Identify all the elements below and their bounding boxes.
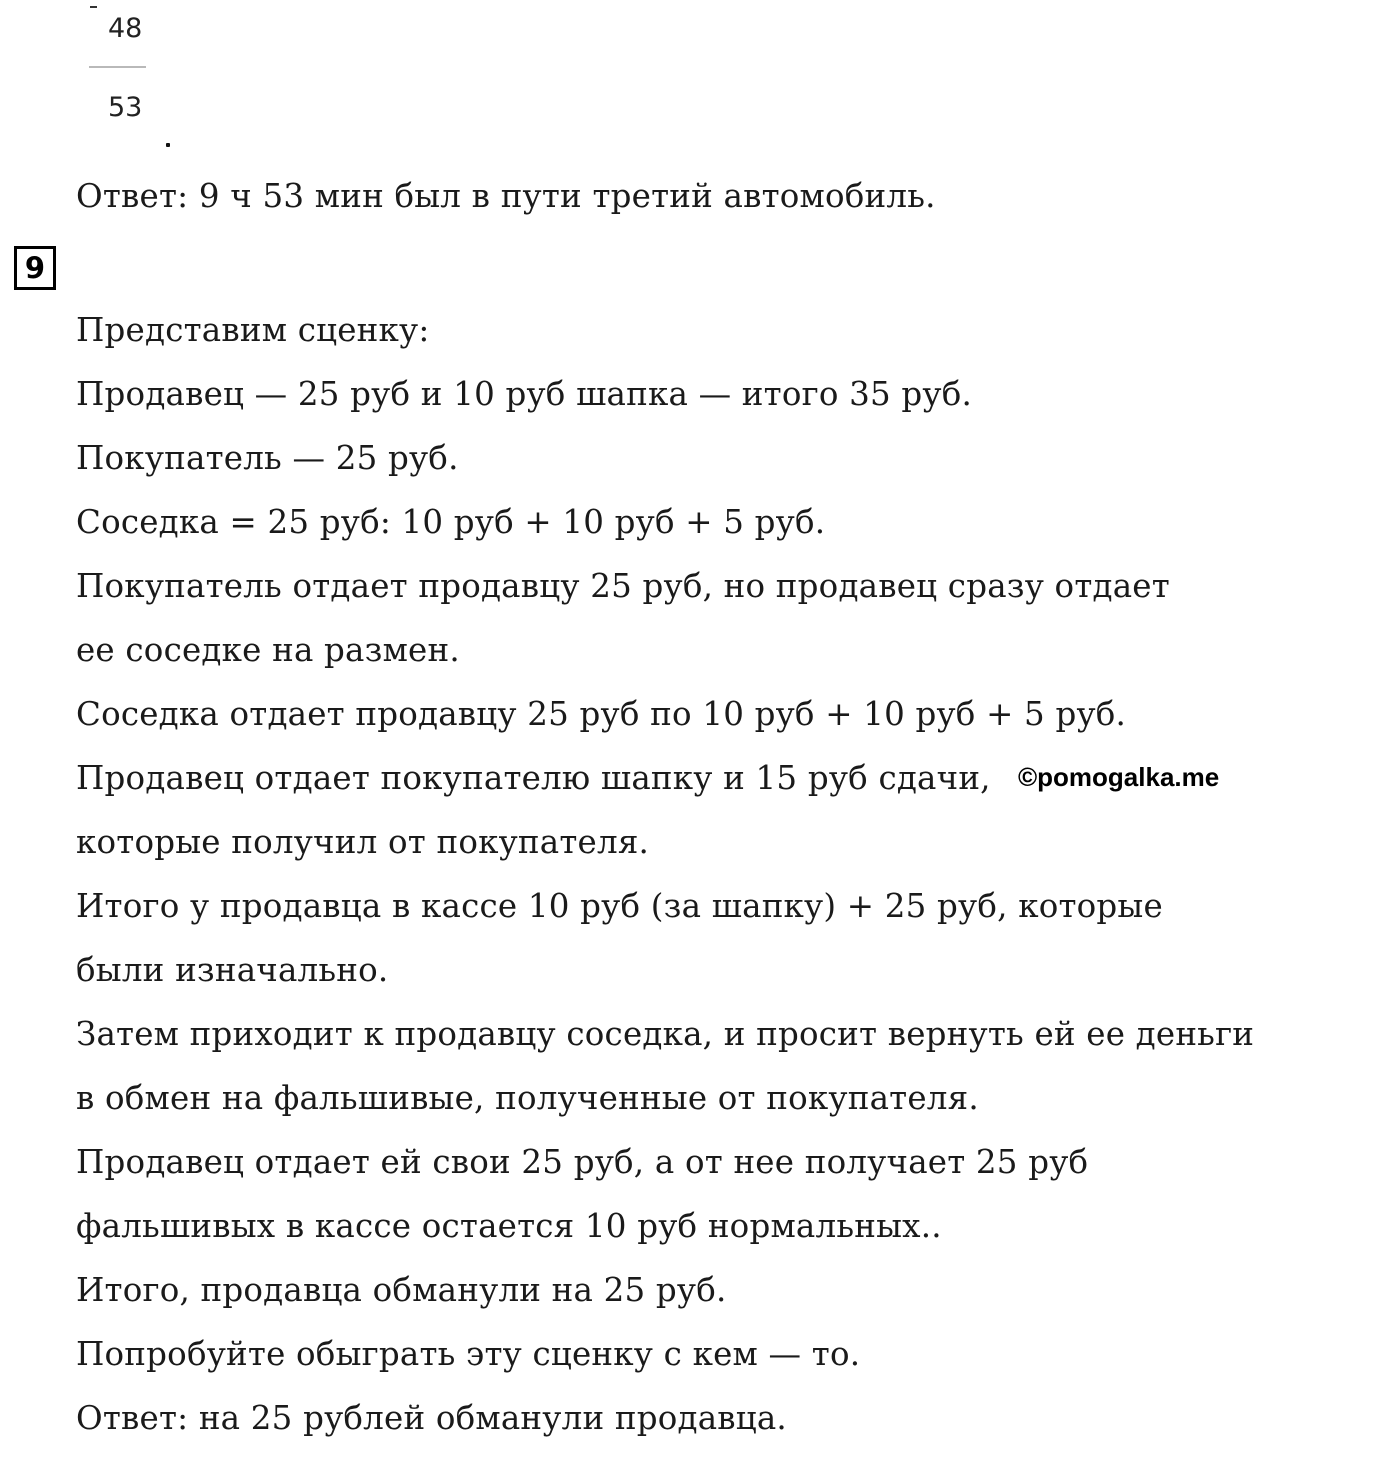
solution-line: Затем приходит к продавцу соседка, и просит вернуть ей ее деньги <box>76 1015 1255 1053</box>
solution-line: в обмен на фальшивые, полученные от покупателя. <box>76 1079 979 1117</box>
task-number-box: 9 <box>14 246 56 290</box>
solution-line: которые получил от покупателя. <box>76 823 650 861</box>
solution-line: Покупатель отдает продавцу 25 руб, но продавец сразу отдает <box>76 567 1170 605</box>
solution-line: Продавец отдает покупателю шапку и 15 руб сдачи, <box>76 759 991 797</box>
dot-mark <box>166 143 170 147</box>
solution-line: Соседка = 25 руб: 10 руб + 10 руб + 5 руб. <box>76 503 826 541</box>
final-answer: Ответ: на 25 рублей обманули продавца. <box>76 1399 787 1437</box>
solution-line: фальшивых в кассе остается 10 руб нормальных.. <box>76 1207 942 1245</box>
previous-answer: Ответ: 9 ч 53 мин был в пути третий автомобиль. <box>76 177 936 215</box>
solution-line: Итого, продавца обманули на 25 руб. <box>76 1271 727 1309</box>
solution-line: ее соседке на размен. <box>76 631 460 669</box>
result-line <box>89 66 146 68</box>
solution-line: Продавец отдает ей свои 25 руб, а от нее получает 25 руб <box>76 1143 1089 1181</box>
solution-line: были изначально. <box>76 951 389 989</box>
solution-line: Соседка отдает продавцу 25 руб по 10 руб + 10 руб + 5 руб. <box>76 695 1127 733</box>
solution-line: Итого у продавца в кассе 10 руб (за шапку) + 25 руб, которые <box>76 887 1163 925</box>
solution-line: Покупатель — 25 руб. <box>76 439 459 477</box>
solution-line: Попробуйте обыграть эту сценку с кем — то. <box>76 1335 861 1373</box>
solution-line: Представим сценку: <box>76 311 430 349</box>
minus-sign <box>90 6 97 8</box>
subtrahend: 48 <box>108 13 143 44</box>
solution-line: Продавец — 25 руб и 10 руб шапка — итого 35 руб. <box>76 375 973 413</box>
difference: 53 <box>108 92 143 123</box>
watermark: ©pomogalka.me <box>1018 762 1220 792</box>
